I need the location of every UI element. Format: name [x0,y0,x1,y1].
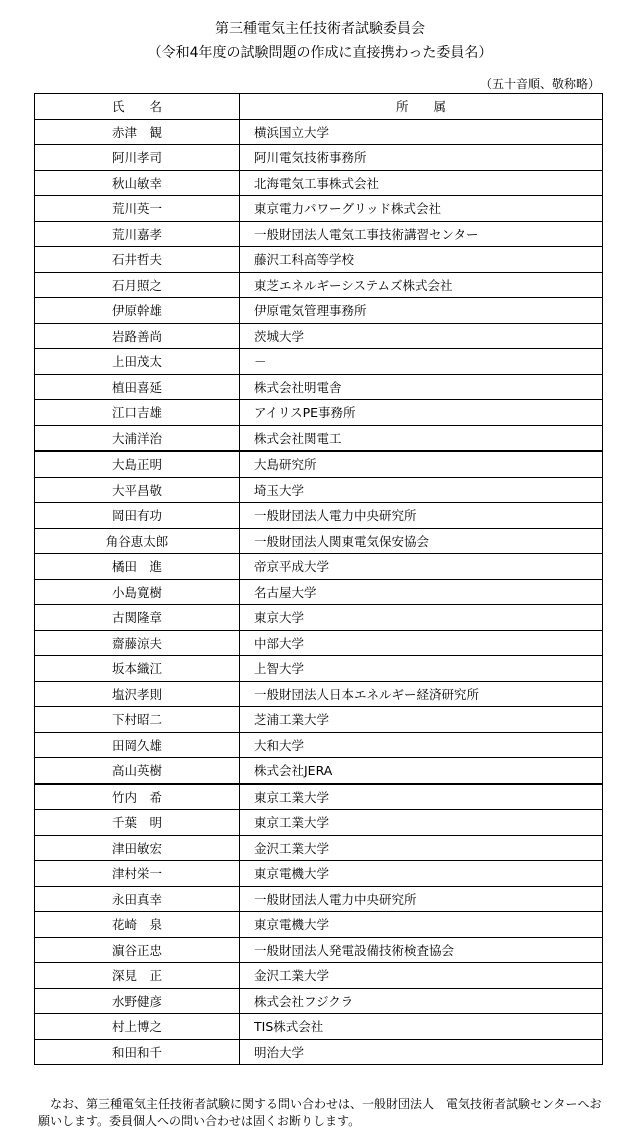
member-name: 秋山敏幸 [35,170,240,196]
table-row [35,886,603,912]
table-row [35,681,603,707]
member-name: 古関隆章 [35,605,240,631]
order-note: （五十音順、敬称略） [479,77,600,91]
member-affiliation: － [240,349,603,375]
member-name: 田岡久雄 [35,732,240,758]
member-name: 大浦洋治 [35,425,240,451]
member-name: 大島正明 [35,451,240,477]
member-affiliation: 東京電機大学 [240,912,603,938]
member-affiliation: 北海電気工事株式会社 [240,170,603,196]
table-row [35,298,603,324]
table-row [35,528,603,554]
table-header-row [35,94,603,120]
table-row [35,1039,603,1065]
table-row [35,630,603,656]
affiliation-column-header: 所 属 [240,94,603,120]
member-affiliation: 伊原電気管理事務所 [240,298,603,324]
member-name: 永田真幸 [35,886,240,912]
member-name: 植田喜延 [35,374,240,400]
table-row [35,1014,603,1040]
member-name: 深見 正 [35,963,240,989]
table-row [35,119,603,145]
member-name: 岡田有功 [35,503,240,529]
member-name: 和田和千 [35,1039,240,1065]
member-affiliation: 株式会社JERA [240,758,603,784]
table-row [35,937,603,963]
member-affiliation: 茨城大学 [240,323,603,349]
member-affiliation: 上智大学 [240,656,603,682]
member-name: 阿川孝司 [35,145,240,171]
table-row [35,835,603,861]
table-row [35,323,603,349]
table-row [35,477,603,503]
member-name: 荒川英一 [35,196,240,222]
table-row [35,221,603,247]
table-row [35,425,603,451]
member-name: 伊原幹雄 [35,298,240,324]
table-row [35,758,603,784]
member-affiliation: 一般財団法人電力中央研究所 [240,886,603,912]
member-affiliation: 藤沢工科高等学校 [240,247,603,273]
table-row [35,554,603,580]
table-row [35,732,603,758]
member-affiliation: 一般財団法人日本エネルギー経済研究所 [240,681,603,707]
member-name: 荒川嘉孝 [35,221,240,247]
member-name: 橘田 進 [35,554,240,580]
member-name: 上田茂太 [35,349,240,375]
table-row [35,579,603,605]
member-affiliation: 金沢工業大学 [240,963,603,989]
member-name: 岩路善尚 [35,323,240,349]
member-affiliation: 一般財団法人発電設備技術検査協会 [240,937,603,963]
member-name: 齋藤涼夫 [35,630,240,656]
committee-table [34,93,603,1065]
member-affiliation: 東京工業大学 [240,784,603,810]
member-name: 津田敏宏 [35,835,240,861]
committee-rows [35,119,603,1065]
table-row [35,988,603,1014]
member-affiliation: 一般財団法人関東電気保安協会 [240,528,603,554]
table-row [35,810,603,836]
member-affiliation: 明治大学 [240,1039,603,1065]
member-name: 江口吉雄 [35,400,240,426]
member-name: 水野健彦 [35,988,240,1014]
table-row [35,656,603,682]
member-affiliation: 大和大学 [240,732,603,758]
member-name: 千葉 明 [35,810,240,836]
member-affiliation: 阿川電気技術事務所 [240,145,603,171]
member-affiliation: 大島研究所 [240,451,603,477]
member-name: 石月照之 [35,272,240,298]
table-row [35,349,603,375]
member-affiliation: 東芝エネルギーシステムズ株式会社 [240,272,603,298]
member-name: 村上博之 [35,1014,240,1040]
member-affiliation: 東京大学 [240,605,603,631]
table-row [35,861,603,887]
member-name: 塩沢孝則 [35,681,240,707]
member-name: 高山英樹 [35,758,240,784]
member-affiliation: 株式会社フジクラ [240,988,603,1014]
member-affiliation: 東京電力パワーグリッド株式会社 [240,196,603,222]
table-row [35,503,603,529]
table-row [35,451,603,477]
member-name: 下村昭二 [35,707,240,733]
table-row [35,145,603,171]
member-affiliation: 一般財団法人電力中央研究所 [240,503,603,529]
member-name: 石井哲夫 [35,247,240,273]
member-affiliation: 名古屋大学 [240,579,603,605]
member-affiliation: 東京工業大学 [240,810,603,836]
member-affiliation: 帝京平成大学 [240,554,603,580]
member-affiliation: 芝浦工業大学 [240,707,603,733]
table-row [35,196,603,222]
table-row [35,784,603,810]
table-row [35,247,603,273]
member-name: 竹内 希 [35,784,240,810]
document-title: 第三種電気主任技術者試験委員会 [215,21,425,37]
member-affiliation: 中部大学 [240,630,603,656]
member-affiliation: 一般財団法人電気工事技術講習センター [240,221,603,247]
table-row [35,605,603,631]
member-name: 津村栄一 [35,861,240,887]
member-affiliation: 株式会社明電舎 [240,374,603,400]
member-affiliation: アイリスPE事務所 [240,400,603,426]
footnote: なお、第三種電気主任技術者試験に関する問い合わせは、一般財団法人 電気技術者試験センターへお願いします。委員個人への問い合わせは固くお断りします。 [38,1097,602,1128]
member-name: 小島寛樹 [35,579,240,605]
member-name: 角谷恵太郎 [35,528,240,554]
member-affiliation: 株式会社関電工 [240,425,603,451]
member-affiliation: 横浜国立大学 [240,119,603,145]
member-affiliation: 東京電機大学 [240,861,603,887]
member-name: 花崎 泉 [35,912,240,938]
table-row [35,963,603,989]
member-affiliation: 埼玉大学 [240,477,603,503]
member-name: 濵谷正忠 [35,937,240,963]
table-row [35,170,603,196]
member-affiliation: 金沢工業大学 [240,835,603,861]
table-row [35,912,603,938]
table-row [35,400,603,426]
member-name: 大平昌敬 [35,477,240,503]
table-row [35,272,603,298]
table-row [35,374,603,400]
name-column-header: 氏 名 [35,94,240,120]
member-name: 赤津 観 [35,119,240,145]
document-subtitle: （令和4年度の試験問題の作成に直接携わった委員名） [147,45,493,61]
member-name: 坂本織江 [35,656,240,682]
table-row [35,707,603,733]
member-affiliation: TIS株式会社 [240,1014,603,1040]
